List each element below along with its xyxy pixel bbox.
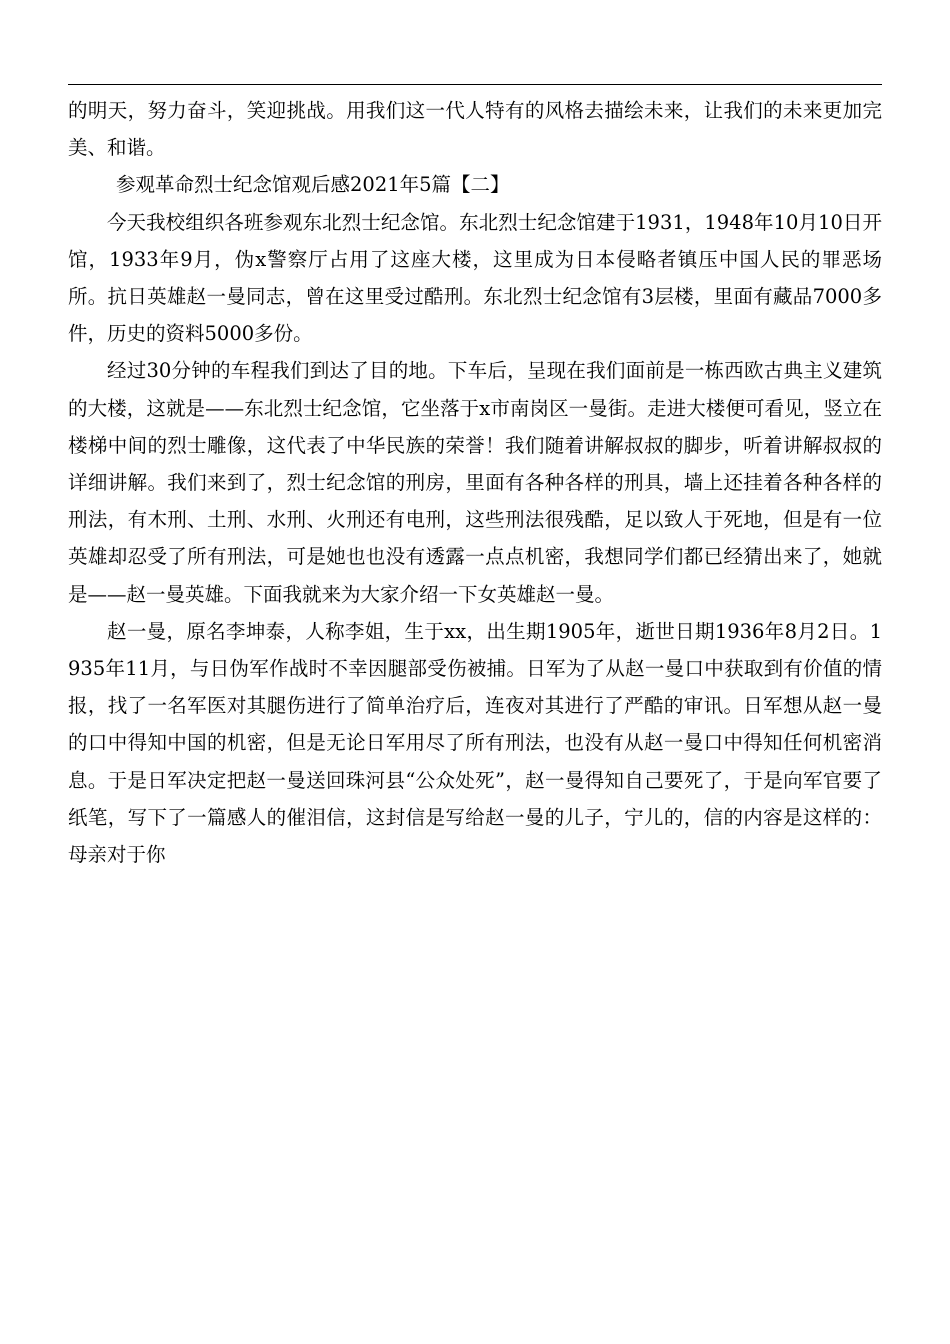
document-body (68, 92, 882, 873)
paragraph-zhao-yiman: 赵一曼，原名李坤泰，人称李姐，生于xx，出生期1905年，逝世日期1936年8月2日。1935年11月，与日伪军作战时不幸因腿部受伤被捕。日军为了从赵一曼口中获取到有价值的情报，找了一名军医对其腿伤进行了简单治疗后，连夜对其进行了严酷的审讯。日军想从赵一曼的口中得知中国的机密，但是无论日军用尽了所有刑法，也没有从赵一曼口中得知任何机密消息。于是日军决定把赵一曼送回珠河县“公众处死”，赵一曼得知自己要死了，于是向军官要了纸笔，写下了一篇感人的催泪信，这封信是写给赵一曼的儿子，宁儿的，信的内容是这样的：母亲对于你 (68, 619, 882, 867)
paragraph-visit-description: 经过30分钟的车程我们到达了目的地。下车后，呈现在我们面前是一栋西欧古典主义建筑的大楼，这就是——东北烈士纪念馆，它坐落于x市南岗区一曼街。走进大楼便可看见，竖立在楼梯中间的烈士雕像，这代表了中华民族的荣誉！我们随着讲解叔叔的脚步，听着讲解叔叔的详细讲解。我们来到了，烈士纪念馆的刑房，里面有各种各样的刑具，墙上还挂着各种各样的刑法，有木刑、土刑、水刑、火刑还有电刑，这些刑法很残酷，足以致人于死地，但是有一位英雄却忍受了所有刑法，可是她也也没有透露一点点机密，我想同学们都已经猜出来了，她就是——赵一曼英雄。下面我就来为大家介绍一下女英雄赵一曼。 (68, 359, 882, 606)
paragraph-continuation: 的明天，努力奋斗，笑迎挑战。用我们这一代人特有的风格去描绘未来，让我们的未来更加完美、和谐。 (68, 99, 882, 160)
paragraph-memorial-intro: 今天我校组织各班参观东北烈士纪念馆。东北烈士纪念馆建于1931，1948年10月10日开馆，1933年9月，伪x警察厅占用了这座大楼，这里成为日本侵略者镇压中国人民的罪恶场所。抗日英雄赵一曼同志，曾在这里受过酷刑。东北烈士纪念馆有3层楼，里面有藏品7000多件，历史的资料5000多份。 (68, 210, 882, 346)
header-rule (68, 84, 882, 85)
section-heading: 参观革命烈士纪念馆观后感2021年5篇【二】 (116, 173, 510, 197)
